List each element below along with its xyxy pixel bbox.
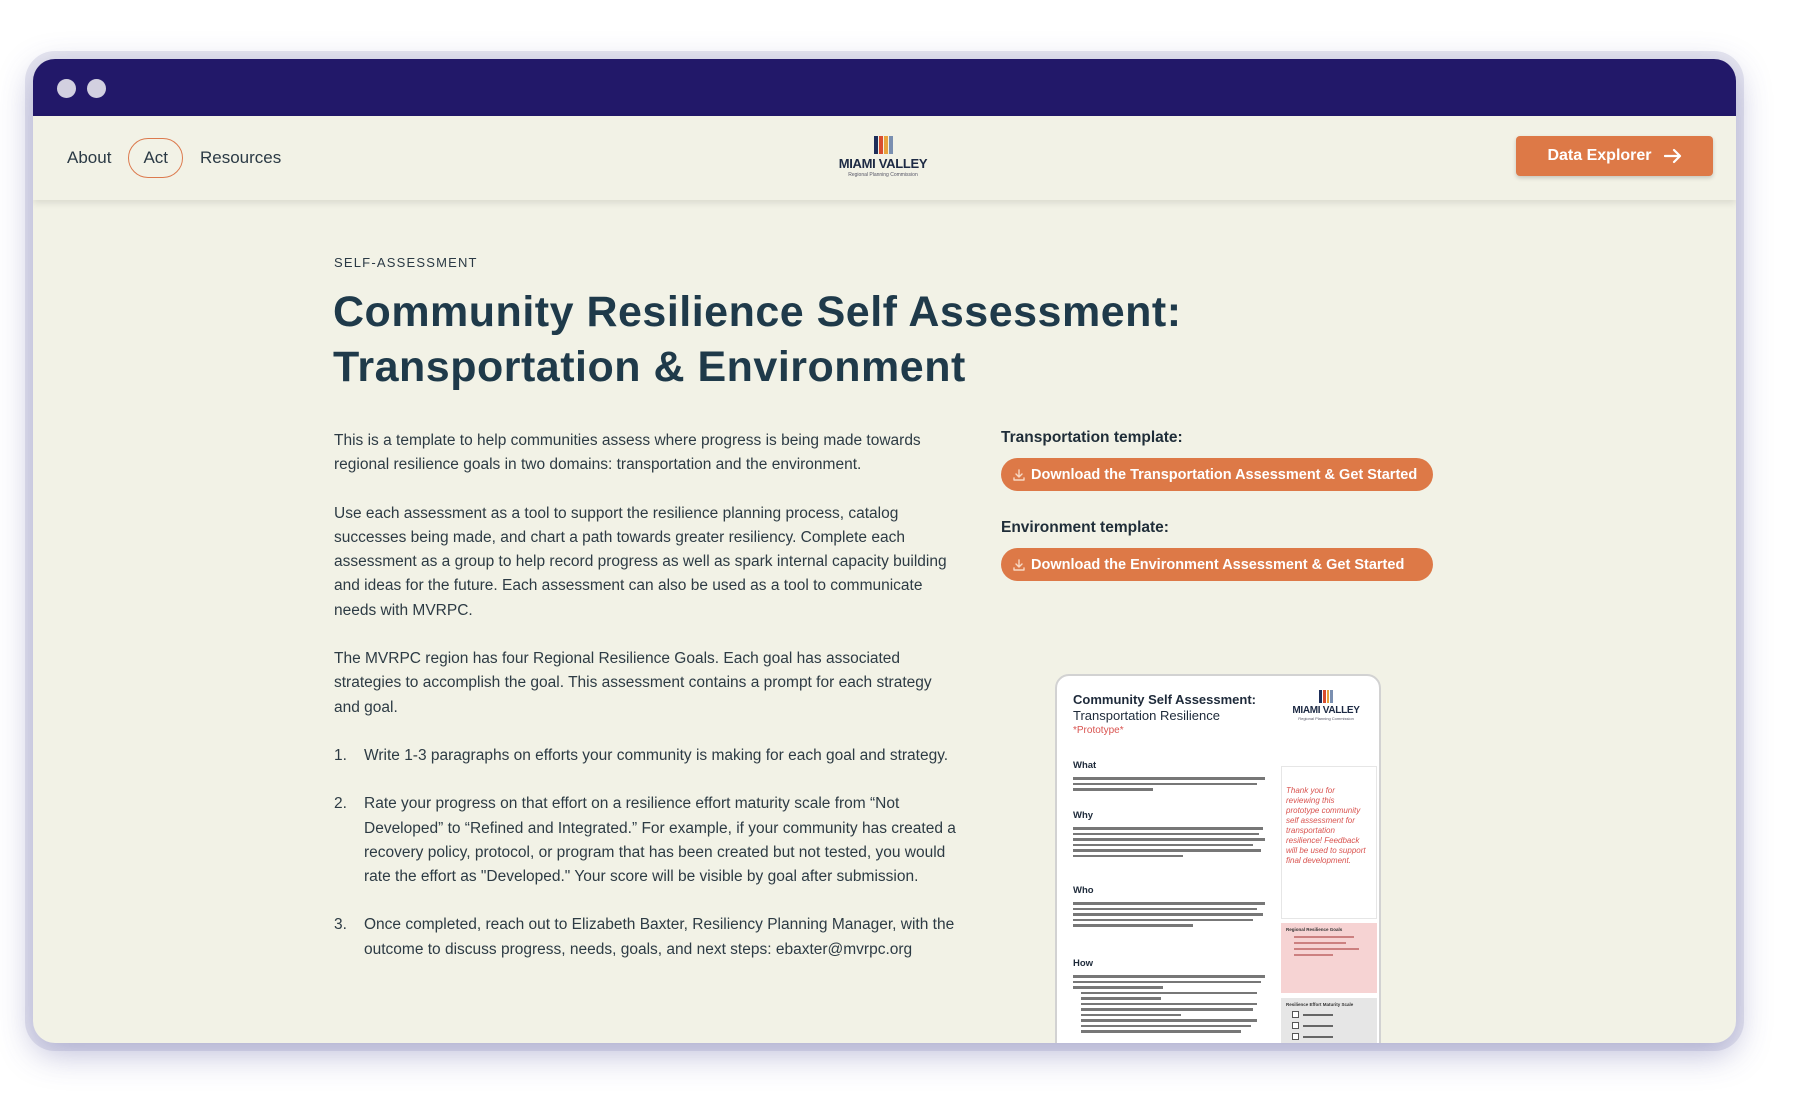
intro-paragraph: This is a template to help communities assess where progress is being made towards regional resilience goals in two domains: transportation and the environment. (334, 432, 921, 474)
data-explorer-label: Data Explorer (1547, 147, 1652, 164)
preview-section-heading: Who (1073, 885, 1094, 896)
browser-window (33, 59, 1736, 1043)
site-navbar (33, 116, 1736, 200)
download-icon (1013, 559, 1025, 571)
preview-prototype-tag: *Prototype* (1073, 725, 1124, 736)
preview-scale-box (1281, 998, 1377, 1043)
step-text: Once completed, reach out to Elizabeth Baxter, Resiliency Planning Manager, with the outcome to discuss progress, needs, goals, and next steps: ebaxter@mvrpc.org (364, 916, 955, 958)
logo-subtitle: Regional Planning Commission (848, 172, 918, 178)
preview-note: Thank you for reviewing this prototype community self assessment for transportation resilience! Feedback will be used to support final development. (1286, 786, 1366, 865)
preview-section (1073, 810, 1273, 860)
intro-paragraph: The MVRPC region has four Regional Resilience Goals. Each goal has associated strategies to accomplish the goal. This assessment contains a prompt for each strategy and goal. (334, 650, 932, 716)
environment-template-label: Environment template: (1001, 519, 1169, 536)
download-transportation-button[interactable] (1001, 458, 1433, 491)
list-item (334, 792, 959, 889)
step-number: 3. (334, 916, 347, 934)
preview-checkbox (1292, 1022, 1372, 1029)
site-logo[interactable] (835, 136, 931, 178)
nav-links (66, 138, 298, 178)
preview-goals-box (1281, 923, 1377, 993)
logo-mark-icon (1319, 690, 1333, 703)
step-text: Write 1-3 paragraphs on efforts your community is making for each goal and strategy. (364, 746, 949, 764)
window-dot-icon[interactable] (57, 79, 76, 98)
download-environment-label: Download the Environment Assessment & Get Started (1031, 556, 1405, 573)
data-explorer-button[interactable] (1516, 136, 1713, 176)
preview-section-heading: What (1073, 760, 1097, 771)
nav-link-resources[interactable]: Resources (200, 148, 282, 167)
step-text: Rate your progress on that effort on a resilience effort maturity scale from “Not Developed” to “Refined and Integrated.” For example, if your community has created a recovery policy, protocol, or program that has been created but not tested, you would rate the effort as "Developed." Your score will be visible by goal after submission. (364, 795, 956, 886)
window-dot-icon[interactable] (87, 79, 106, 98)
nav-link-about[interactable]: About (67, 148, 112, 167)
download-environment-button[interactable] (1001, 548, 1433, 581)
steps-list (334, 744, 959, 962)
preview-subtitle: Transportation Resilience (1073, 708, 1220, 723)
preview-scale-heading: Resilience Effort Maturity Scale (1286, 1002, 1354, 1007)
preview-checkbox (1292, 1011, 1372, 1018)
page-title-line-1: Community Resilience Self Assessment: (333, 288, 1182, 336)
transportation-template-label: Transportation template: (1001, 429, 1183, 446)
assessment-preview-image (1055, 674, 1381, 1043)
window-titlebar (33, 59, 1736, 116)
step-number: 1. (334, 746, 347, 764)
page-title (333, 285, 1182, 395)
preview-logo-title: MIAMI VALLEY (1292, 705, 1360, 716)
preview-goals-heading: Regional Resilience Goals (1286, 927, 1343, 932)
page-title-line-2: Transportation & Environment (333, 343, 966, 391)
logo-title: MIAMI VALLEY (838, 156, 928, 171)
download-transportation-label: Download the Transportation Assessment & Get Started (1031, 466, 1418, 483)
arrow-right-icon (1664, 148, 1682, 164)
preview-title: Community Self Assessment: (1073, 692, 1257, 707)
preview-section-heading: How (1073, 958, 1094, 969)
list-item (334, 913, 959, 962)
list-item (334, 744, 959, 768)
preview-section (1073, 760, 1273, 794)
download-icon (1013, 469, 1025, 481)
preview-checkbox (1292, 1033, 1372, 1040)
intro-paragraph: Use each assessment as a tool to support the resilience planning process, catalog successes being made, and chart a path towards greater resiliency. Complete each assessment as a group to help record progress as well as spark internal capacity building and ideas for the future. Each assessment can also be used as a tool to communicate needs with MVRPC. (334, 504, 947, 619)
main-content (33, 200, 1736, 1043)
preview-logo (1289, 690, 1363, 721)
preview-section-heading: Why (1073, 810, 1094, 821)
templates-column (1001, 429, 1461, 581)
preview-logo-subtitle: Regional Planning Commission (1298, 716, 1354, 721)
preview-section (1073, 958, 1273, 1036)
page-eyebrow: SELF-ASSESSMENT (334, 255, 478, 270)
logo-mark-icon (873, 136, 893, 154)
step-number: 2. (334, 795, 347, 813)
preview-section (1073, 885, 1273, 930)
nav-link-act[interactable]: Act (128, 138, 183, 178)
intro-column (334, 429, 959, 986)
